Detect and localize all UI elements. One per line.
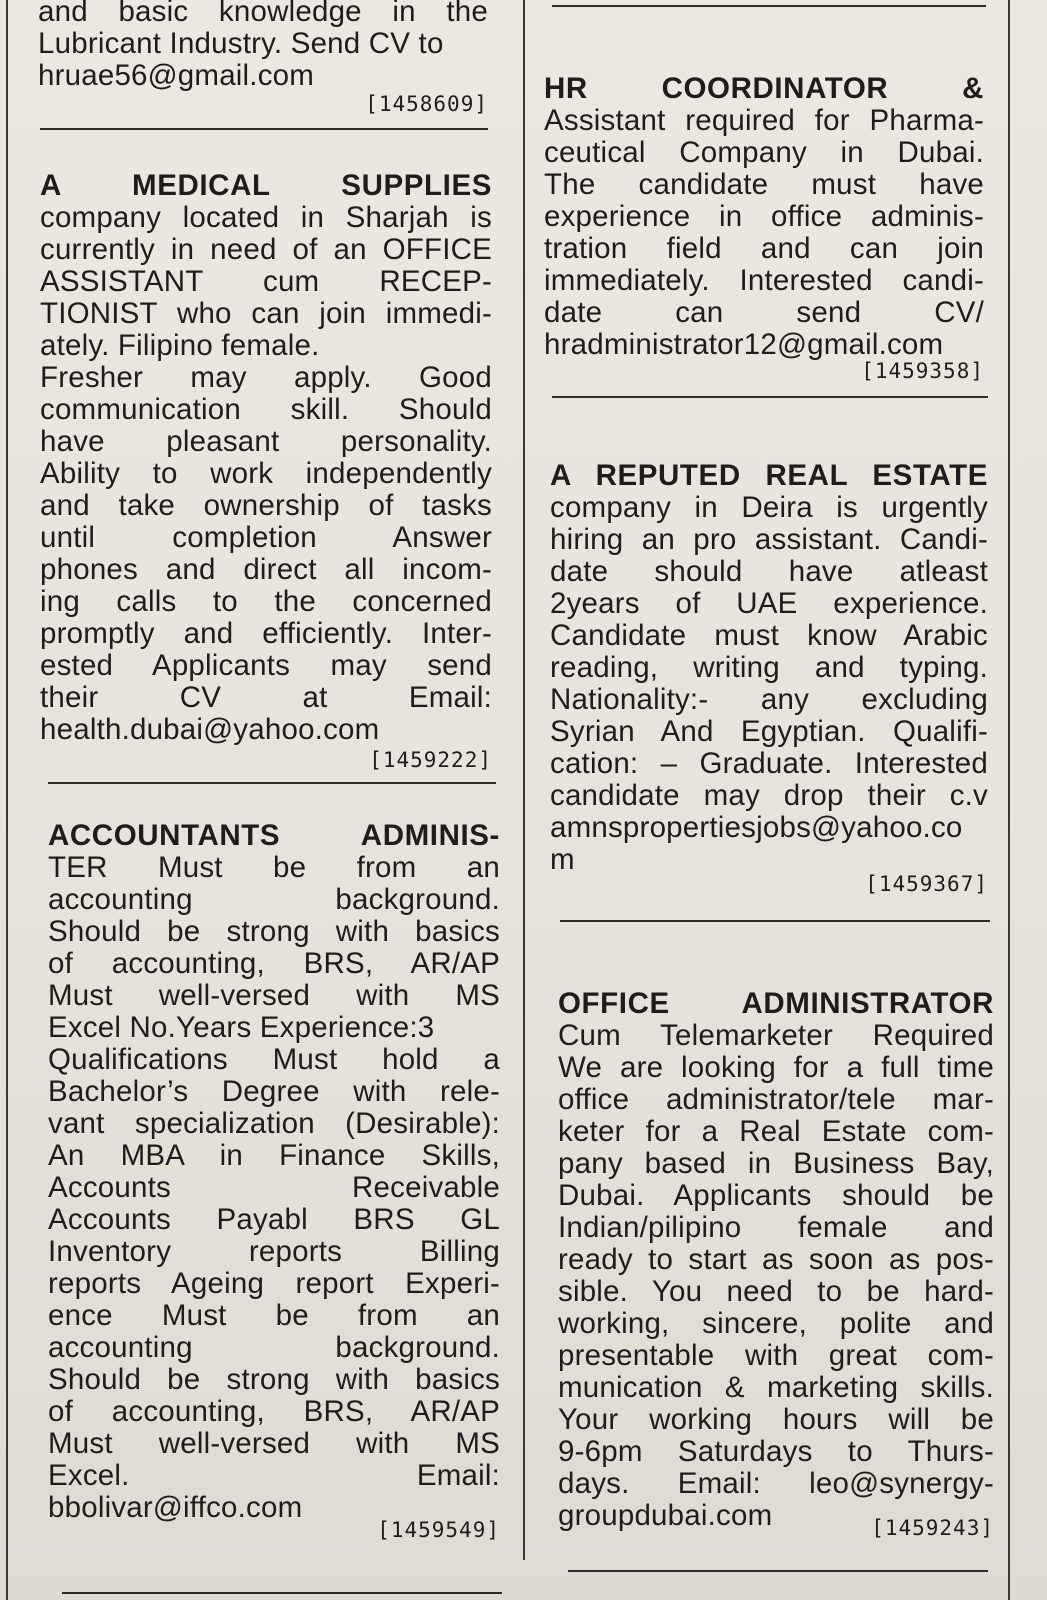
- ad-line: ASSISTANT cum RECEP-: [40, 265, 492, 298]
- ad-line: 2years of UAE experience.: [550, 587, 988, 620]
- ad-line: phones and direct all incom-: [40, 553, 492, 586]
- ad-line: days. Email: leo@synergy-: [558, 1467, 994, 1500]
- ad-line: TIONIST who can join immedi-: [40, 297, 492, 330]
- ad-line: ceutical Company in Dubai.: [544, 136, 984, 169]
- ad-line: accounting background.: [48, 1331, 500, 1364]
- ad-line: candidate may drop their c.v: [550, 779, 988, 812]
- ad-line: Candidate must know Arabic: [550, 619, 988, 652]
- ad-line: Lubricant Industry. Send CV to: [38, 27, 444, 60]
- ad-separator: [62, 1592, 502, 1594]
- ad-email: bbolivar@iffco.com: [48, 1491, 303, 1524]
- ad-line: immediately. Interested candi-: [544, 264, 984, 297]
- ad-reference-number: [1458609]: [365, 92, 488, 116]
- ad-heading: HR COORDINATOR &: [544, 72, 984, 105]
- ad-line: company in Deira is urgently: [550, 491, 988, 524]
- ad-line: Must well-versed with MS: [48, 979, 500, 1012]
- ad-email: amnspropertiesjobs@yahoo.co: [550, 811, 963, 844]
- ad-email: hruae56@gmail.com: [38, 59, 315, 92]
- right-edge-rule: [1008, 0, 1010, 1600]
- ad-line: cation: – Graduate. Interested: [550, 747, 988, 780]
- right-column: [544, 0, 994, 1600]
- ad-heading: OFFICE ADMINISTRATOR: [558, 987, 994, 1020]
- ad-line: date should have atleast: [550, 555, 988, 588]
- ad-line: Dubai. Applicants should be: [558, 1179, 994, 1212]
- ad-line: reading, writing and typing.: [550, 651, 988, 684]
- ad-line: Excel. Email:: [48, 1459, 500, 1492]
- ad-line: working, sincere, polite and: [558, 1307, 994, 1340]
- ad-line: ested Applicants may send: [40, 649, 492, 682]
- ad-email: hradministrator12@gmail.com: [544, 328, 944, 361]
- ad-accountants: [48, 820, 500, 1546]
- ad-line: Accounts Receivable: [48, 1171, 500, 1204]
- ad-line: communication skill. Should: [40, 393, 492, 426]
- ad-line: Bachelor’s Degree with rele-: [48, 1075, 500, 1108]
- ad-heading: A REPUTED REAL ESTATE: [550, 459, 988, 492]
- ad-line: tration field and can join: [544, 232, 984, 265]
- ad-line: accounting background.: [48, 883, 500, 916]
- ad-line: ing calls to the concerned: [40, 585, 492, 618]
- ad-line: vant specialization (Desirable):: [48, 1107, 500, 1140]
- ad-separator: [40, 128, 488, 130]
- ad-line: date can send CV/: [544, 296, 984, 329]
- ad-reference-number: [1459243]: [871, 1516, 994, 1540]
- ad-line: of accounting, BRS, AR/AP: [48, 1395, 500, 1428]
- ad-line: Excel No.Years Experience:3: [48, 1011, 435, 1044]
- ad-line: and basic knowledge in the: [38, 0, 488, 28]
- ad-line: presentable with great com-: [558, 1339, 994, 1372]
- ad-line: hiring an pro assistant. Candi-: [550, 523, 988, 556]
- ad-reference-number: [1459549]: [377, 1518, 500, 1542]
- ad-line: Ability to work independently: [40, 457, 492, 490]
- ad-line: Assistant required for Pharma-: [544, 104, 984, 137]
- ad-hr-coordinator: [544, 73, 984, 387]
- ad-line: currently in need of an OFFICE: [40, 233, 492, 266]
- ad-office-administrator: [558, 988, 994, 1544]
- ad-line: ence Must be from an: [48, 1299, 500, 1332]
- ad-line: ately. Filipino female.: [40, 329, 320, 362]
- ad-line: office administrator/tele mar-: [558, 1083, 994, 1116]
- ad-line: their CV at Email:: [40, 681, 492, 714]
- ad-separator: [568, 1570, 988, 1572]
- ad-separator: [48, 782, 496, 784]
- ad-email-wrap: m: [550, 843, 575, 876]
- ad-line: until completion Answer: [40, 521, 492, 554]
- ad-line: company located in Sharjah is: [40, 201, 492, 234]
- ad-line: Qualifications Must hold a: [48, 1043, 500, 1076]
- ad-reference-number: [1459367]: [865, 872, 988, 896]
- ad-email: groupdubai.com: [558, 1499, 773, 1532]
- ad-line: reports Ageing report Experi-: [48, 1267, 500, 1300]
- center-column-rule: [523, 0, 525, 1560]
- ad-line: Your working hours will be: [558, 1403, 994, 1436]
- ad-line: promptly and efficiently. Inter-: [40, 617, 492, 650]
- ad-line: Nationality:- any excluding: [550, 683, 988, 716]
- ad-line: pany based in Business Bay,: [558, 1147, 994, 1180]
- ad-reference-number: [1459358]: [861, 359, 984, 383]
- left-edge-rule: [6, 0, 8, 1600]
- ad-line: and take ownership of tasks: [40, 489, 492, 522]
- ad-reputed-real-estate: [550, 460, 988, 900]
- ad-separator: [552, 396, 988, 398]
- ad-line: have pleasant personality.: [40, 425, 492, 458]
- ad-line: An MBA in Finance Skills,: [48, 1139, 500, 1172]
- ad-heading: A MEDICAL SUPPLIES: [40, 169, 492, 202]
- ad-separator: [552, 5, 986, 7]
- ad-line: The candidate must have: [544, 168, 984, 201]
- ad-line: Must well-versed with MS: [48, 1427, 500, 1460]
- ad-line: Should be strong with basics: [48, 915, 500, 948]
- ad-email: health.dubai@yahoo.com: [40, 713, 380, 746]
- ad-line: Inventory reports Billing: [48, 1235, 500, 1268]
- ad-line: Indian/pilipino female and: [558, 1211, 994, 1244]
- ad-separator: [560, 920, 990, 922]
- ad-line: sible. You need to be hard-: [558, 1275, 994, 1308]
- ad-line: Fresher may apply. Good: [40, 361, 492, 394]
- ad-heading: ACCOUNTANTS ADMINIS-: [48, 819, 500, 852]
- ad-reference-number: [1459222]: [369, 748, 492, 772]
- ad-line: Syrian And Egyptian. Qualifi-: [550, 715, 988, 748]
- ad-lubricant-continuation: [38, 0, 488, 120]
- ad-line: 9-6pm Saturdays to Thurs-: [558, 1435, 994, 1468]
- ad-medical-supplies: [40, 170, 492, 776]
- ad-line: ready to start as soon as pos-: [558, 1243, 994, 1276]
- ad-line: munication & marketing skills.: [558, 1371, 994, 1404]
- ad-line: Accounts Payabl BRS GL: [48, 1203, 500, 1236]
- ad-line: experience in office adminis-: [544, 200, 984, 233]
- left-column: [38, 0, 500, 1600]
- ad-line: Should be strong with basics: [48, 1363, 500, 1396]
- ad-line: Cum Telemarketer Required: [558, 1019, 994, 1052]
- ad-line: keter for a Real Estate com-: [558, 1115, 994, 1148]
- ad-line: TER Must be from an: [48, 851, 500, 884]
- ad-line: of accounting, BRS, AR/AP: [48, 947, 500, 980]
- ad-line: We are looking for a full time: [558, 1051, 994, 1084]
